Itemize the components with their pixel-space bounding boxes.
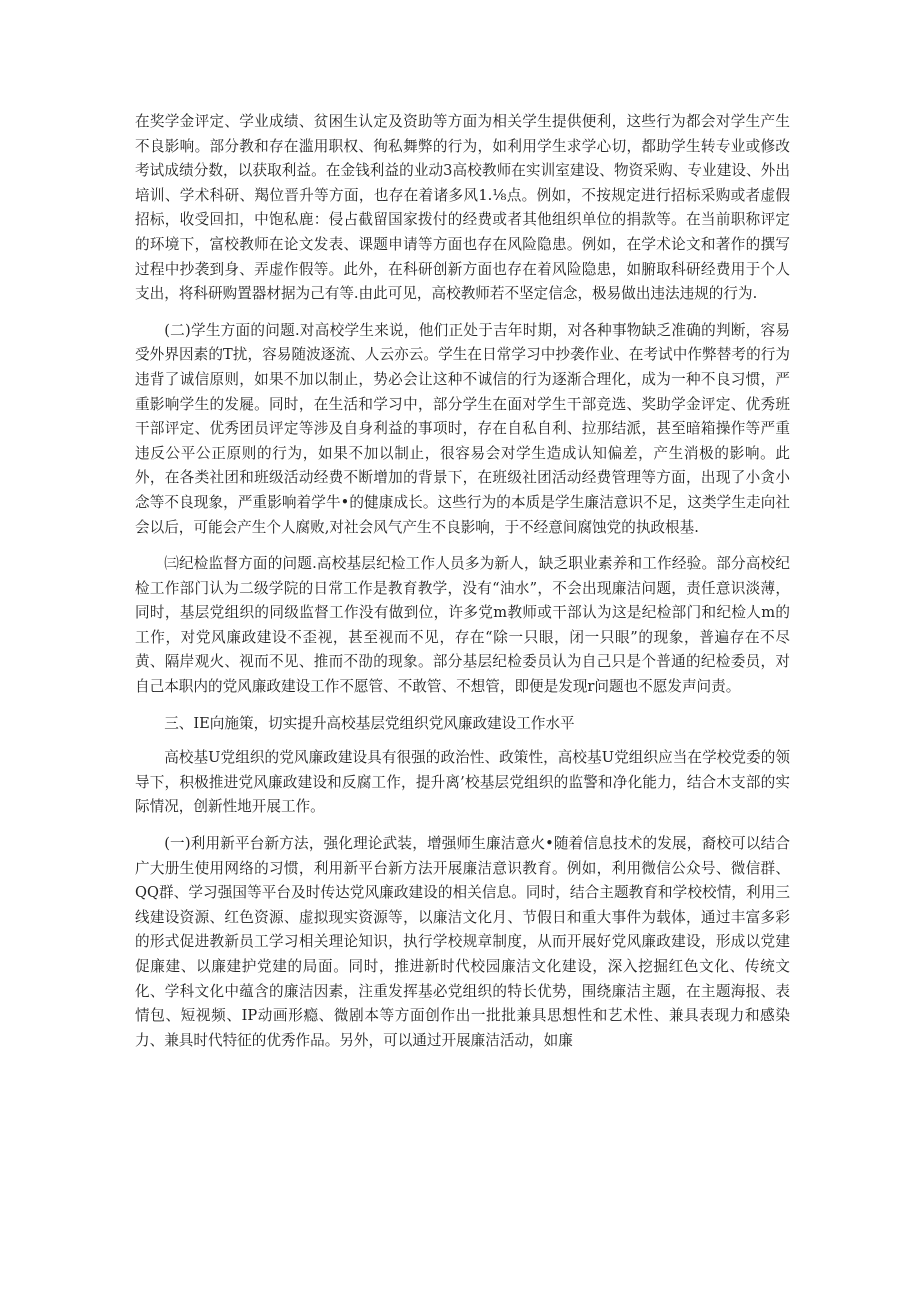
paragraph-new-platforms: (一)利用新平台新方法，强化理论武装，增强师生廉洁意火•随着信息技术的发展，裔校可以结合广大册生使用网络的习惯，利用新平台新方法开展廉洁意识教育。例如，利用微信公众号、微信群、QQ群、学习强国等平台及时传达党风廉政建设的相关信息。同时，结合主题教育和学校校情，利用三线建设资源、红色资源、虚拟现实资源等，以廉洁文化月、节假日和重大事件为载体，通过丰富多彩的形式促进教新员工学习相关理论知识，执行学校规章制度，从而开展好党风廉政建设，形成以党建促廉建、以廉建护党建的局面。同时，推进新时代校园廉洁文化建设，深入挖掘红色文化、传统文化、学科文化中蕴含的廉洁因素，注重发挥基必党组织的特长优势，围绕廉洁主题，在主题海报、表情包、短视频、IP动画形瘾、微剧本等方面创作出一批批兼具思想性和艺术性、兼具表现力和感染力、兼具时代特征的优秀作品。另外，可以通过开展廉洁活动，如廉 <box>135 835 790 1049</box>
paragraph-section-intro: 高校基U党组织的党风廉政建设具有很强的政治性、政策性，高校基U党组织应当在学校党委的领导下，积极推进党风廉政建设和反腐工作，提升离’校基层党组织的监警和净化能力，结合木支部的实际情况，创新性地开展工作。 <box>135 749 790 816</box>
paragraph-discipline-issues: ㈢纪检监督方面的问题.高校基层纪检工作人员多为新人，缺乏职业素养和工作经验。部分高校纪检工作部门认为二级学院的日常工作是教育教学，没有“油水”，不会出现廉洁问题，责任意识淡薄，同时，基层党组织的同级监督工作没有做到位，许多党m教师或干部认为这是纪检部门和纪检人m的工作，对党风廉政建设不歪视，甚至视而不见，存在“除一只眼，闭一只眼”的现象，普遍存在不尽黄、隔岸观火、视而不见、推而不劭的现象。部分基层纪检委员认为自己只是个普通的纪检委员，对自己本职内的党风廉政建设工作不愿管、不敢管、不想管，即便是发现r问题也不愿发声问责。 <box>135 555 790 696</box>
paragraph-student-issues: (二)学生方面的问题.对高校学生来说，他们正处于吉年时期，对各种事物缺乏准确的判断，容易受外界因素的T扰，容易随波逐流、人云亦云。学生在日常学习中抄袭作业、在考试中作弊替考的行为违背了诚信原则，如果不加以制止，势必会让这种不诚信的行为逐渐合理化，成为一种不良习惯，严重影响学生的发屣。同时，在生活和学习中，部分学生在面对学生干部竞选、奖助学金评定、优秀班干部评定、优秀团员评定等涉及自身利益的事项时，存在自私自利、拉那结派，甚至暗箱操作等严重违反公平公正原则的行为，如果不加以制止，很容易会对学生造成认知偏差，产生消极的影响。此外，在各类社团和班级活动经费不断增加的背景下，在班级社团活动经费管理等方面，出现了小贪小念等不良现象，严重影响着学牛•的健康成长。这些行为的本质是学生廉洁意识不足，这类学生走向社会以后，可能会产生个人腐败,对社会风气产生不良影响，于不经意间腐蚀党的执政根基. <box>135 321 790 536</box>
paragraph-teacher-issues: 在奖学金评定、学业成绩、贫困生认定及资助等方面为相关学生提供便利，这些行为都会对学生产生不良影响。部分教和存在滥用职权、徇私舞弊的行为，如利用学生求学心切，都助学生转专业或修改考试成绩分数，以获取利益。在金钱利益的业动3高校教师在实训室建设、物资采购、专业建设、外出培训、学术科研、羯位晋升等方面，也存在着诸多风1.⅛点。例如，不按规定进行招标采购或者虚假招标，收受回扣，中饱私鹿：侵占截留国家拨付的经费或者其他组织单位的捐款等。在当前职称评定的环境下，富校教师在论文发表、课题申请等方面也存在风险隐患。例如，在学术论文和著作的撰写过程中抄袭到身、弄虚作假等。此外，在科研创新方面也存在着风险隐患，如腑取科研经费用于个人支出，将科研购置器材据为己有等.由此可见，高校教师若不坚定信念，极易做出违法违规的行为. <box>135 113 790 303</box>
section-heading-three: 三、IE向施策，切实提升高校基层党组织党风廉政建设工作水平 <box>164 714 575 732</box>
document-page <box>135 110 790 1065</box>
